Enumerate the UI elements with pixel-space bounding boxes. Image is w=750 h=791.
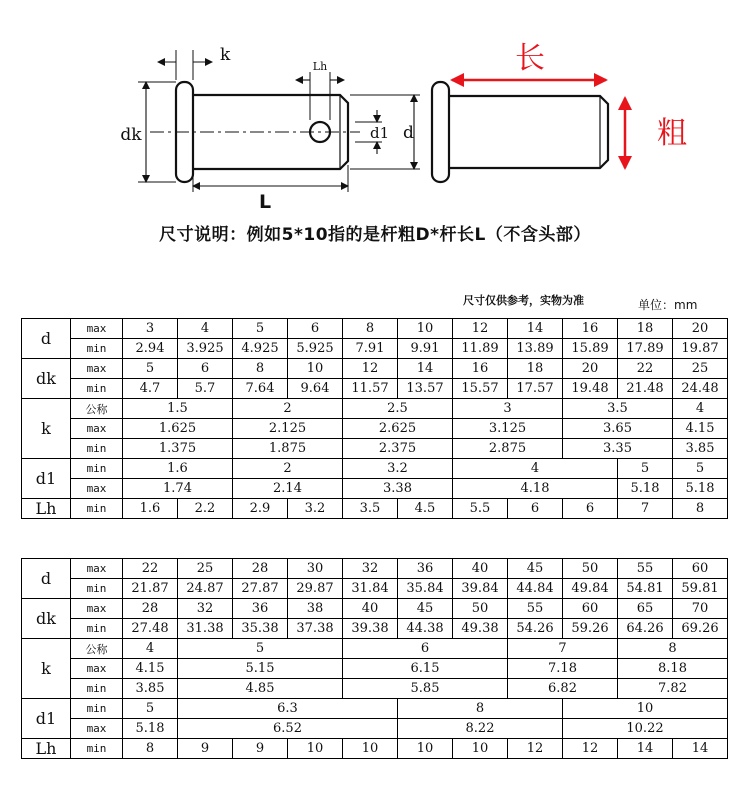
sub-max: max — [71, 359, 123, 379]
cell: 19.87 — [673, 339, 728, 359]
cell: 5.85 — [343, 679, 508, 699]
cell: 50 — [453, 599, 508, 619]
cell: 15.57 — [453, 379, 508, 399]
cell: 8 — [343, 319, 398, 339]
d1-dim-label: d1 — [370, 124, 390, 142]
cell: 2.94 — [123, 339, 178, 359]
cell: 4.5 — [398, 499, 453, 519]
sub-max: max — [71, 719, 123, 739]
cell: 2.14 — [233, 479, 343, 499]
cell: 8.18 — [618, 659, 728, 679]
L-dim-label: L — [258, 191, 272, 213]
cell: 5.18 — [673, 479, 728, 499]
table-row — [22, 339, 728, 359]
cell: 3.85 — [673, 439, 728, 459]
sub-max: max — [71, 319, 123, 339]
cell: 11.57 — [343, 379, 398, 399]
sub-nominal: 公称 — [71, 639, 123, 659]
cell: 2.2 — [178, 499, 233, 519]
sub-max: max — [71, 599, 123, 619]
cell: 35.84 — [398, 579, 453, 599]
table-row — [22, 739, 728, 759]
param-k: k — [22, 639, 71, 699]
table-row — [22, 399, 728, 419]
sub-min: min — [71, 619, 123, 639]
cell: 9.91 — [398, 339, 453, 359]
cell: 27.87 — [233, 579, 288, 599]
cell: 3.2 — [288, 499, 343, 519]
cell: 38 — [288, 599, 343, 619]
cell: 14 — [508, 319, 563, 339]
pin-technical-drawing — [0, 0, 750, 215]
cell: 13.89 — [508, 339, 563, 359]
table-row — [22, 719, 728, 739]
cell: 3.2 — [343, 459, 453, 479]
cell: 2.125 — [233, 419, 343, 439]
cell: 1.375 — [123, 439, 233, 459]
cell: 5.925 — [288, 339, 343, 359]
unit-label: 单位：mm — [638, 298, 698, 312]
table-row — [22, 659, 728, 679]
cell: 55 — [508, 599, 563, 619]
cell: 9 — [178, 739, 233, 759]
cell: 40 — [343, 599, 398, 619]
cell: 5 — [123, 359, 178, 379]
cell: 27.48 — [123, 619, 178, 639]
cell: 4 — [453, 459, 618, 479]
cell: 7 — [618, 499, 673, 519]
cell: 2 — [233, 459, 343, 479]
cell: 5.15 — [178, 659, 343, 679]
cell: 7.91 — [343, 339, 398, 359]
param-d1: d1 — [22, 699, 71, 739]
cell: 3 — [123, 319, 178, 339]
pin-side-view — [432, 82, 608, 182]
cell: 4.925 — [233, 339, 288, 359]
cell: 10.22 — [563, 719, 728, 739]
table-row — [22, 679, 728, 699]
cell: 6 — [178, 359, 233, 379]
cell: 10 — [453, 739, 508, 759]
cell: 6.82 — [508, 679, 618, 699]
table-row — [22, 559, 728, 579]
param-dk: dk — [22, 359, 71, 399]
cell: 1.625 — [123, 419, 233, 439]
sub-max: max — [71, 419, 123, 439]
cell: 14 — [673, 739, 728, 759]
cell: 32 — [343, 559, 398, 579]
sub-max: max — [71, 559, 123, 579]
cell: 59.26 — [563, 619, 618, 639]
table-row — [22, 439, 728, 459]
cell: 12 — [453, 319, 508, 339]
cell: 17.89 — [618, 339, 673, 359]
cell: 3.35 — [563, 439, 673, 459]
cell: 30 — [288, 559, 343, 579]
cell: 8 — [398, 699, 563, 719]
cell: 28 — [233, 559, 288, 579]
cell: 50 — [563, 559, 618, 579]
sub-min: min — [71, 339, 123, 359]
param-d: d — [22, 319, 71, 359]
sub-max: max — [71, 479, 123, 499]
cell: 70 — [673, 599, 728, 619]
sub-min: min — [71, 679, 123, 699]
sub-max: max — [71, 659, 123, 679]
table-row — [22, 459, 728, 479]
cell: 18 — [508, 359, 563, 379]
param-k: k — [22, 399, 71, 459]
cell: 20 — [673, 319, 728, 339]
spec-table-2 — [21, 558, 728, 759]
cell: 7.18 — [508, 659, 618, 679]
param-d: d — [22, 559, 71, 599]
cell: 45 — [398, 599, 453, 619]
cell: 9 — [233, 739, 288, 759]
sub-min: min — [71, 379, 123, 399]
cell: 2.5 — [343, 399, 453, 419]
cell: 44.38 — [398, 619, 453, 639]
cell: 65 — [618, 599, 673, 619]
cell: 10 — [398, 739, 453, 759]
cell: 2.625 — [343, 419, 453, 439]
cell: 32 — [178, 599, 233, 619]
cell: 21.87 — [123, 579, 178, 599]
cell: 10 — [288, 739, 343, 759]
table-row — [22, 359, 728, 379]
cell: 21.48 — [618, 379, 673, 399]
cell: 6 — [563, 499, 618, 519]
cell: 12 — [343, 359, 398, 379]
cell: 10 — [288, 359, 343, 379]
cell: 12 — [508, 739, 563, 759]
cell: 8 — [673, 499, 728, 519]
sub-min: min — [71, 459, 123, 479]
table-row — [22, 319, 728, 339]
cell: 4.15 — [673, 419, 728, 439]
cell: 6.15 — [343, 659, 508, 679]
cell: 40 — [453, 559, 508, 579]
cell: 14 — [618, 739, 673, 759]
cell: 60 — [673, 559, 728, 579]
table-row — [22, 639, 728, 659]
spec-table-1 — [21, 318, 728, 519]
cell: 2.875 — [453, 439, 563, 459]
cell: 4.18 — [453, 479, 618, 499]
cell: 55 — [618, 559, 673, 579]
cell: 37.38 — [288, 619, 343, 639]
cell: 3 — [453, 399, 563, 419]
table-row — [22, 619, 728, 639]
dk-dim-label: dk — [120, 125, 142, 145]
cell: 1.74 — [123, 479, 233, 499]
length-label: 长 — [515, 41, 545, 76]
cell: 20 — [563, 359, 618, 379]
cell: 8 — [233, 359, 288, 379]
cell: 29.87 — [288, 579, 343, 599]
cell: 5 — [178, 639, 343, 659]
sub-min: min — [71, 439, 123, 459]
cell: 3.5 — [343, 499, 398, 519]
cell: 69.26 — [673, 619, 728, 639]
cell: 59.81 — [673, 579, 728, 599]
cell: 5.18 — [618, 479, 673, 499]
sub-min: min — [71, 579, 123, 599]
cell: 22 — [618, 359, 673, 379]
cell: 13.57 — [398, 379, 453, 399]
cell: 6 — [343, 639, 508, 659]
cell: 4 — [123, 639, 178, 659]
k-dim-label: k — [220, 45, 231, 65]
cell: 31.38 — [178, 619, 233, 639]
cell: 54.81 — [618, 579, 673, 599]
cell: 5 — [123, 699, 178, 719]
lh-dim-label: Lh — [312, 60, 328, 73]
cell: 4.15 — [123, 659, 178, 679]
cell: 16 — [453, 359, 508, 379]
cell: 1.875 — [233, 439, 343, 459]
reference-note: 尺寸仅供参考，实物为准 — [463, 294, 584, 307]
cell: 2.9 — [233, 499, 288, 519]
thickness-label: 粗 — [657, 116, 687, 151]
table-row — [22, 599, 728, 619]
cell: 19.48 — [563, 379, 618, 399]
cell: 8 — [618, 639, 728, 659]
sub-min: min — [71, 499, 123, 519]
cell: 36 — [233, 599, 288, 619]
cell: 31.84 — [343, 579, 398, 599]
cell: 5.18 — [123, 719, 178, 739]
cell: 10 — [398, 319, 453, 339]
table-row — [22, 419, 728, 439]
cell: 1.6 — [123, 459, 233, 479]
cell: 6.3 — [178, 699, 398, 719]
cell: 39.38 — [343, 619, 398, 639]
cell: 9.64 — [288, 379, 343, 399]
cell: 49.38 — [453, 619, 508, 639]
sub-min: min — [71, 739, 123, 759]
sub-nominal: 公称 — [71, 399, 123, 419]
cell: 4 — [178, 319, 233, 339]
cell: 5.5 — [453, 499, 508, 519]
cell: 14 — [398, 359, 453, 379]
cell: 60 — [563, 599, 618, 619]
cell: 8.22 — [398, 719, 563, 739]
cell: 49.84 — [563, 579, 618, 599]
table-row — [22, 579, 728, 599]
cell: 3.5 — [563, 399, 673, 419]
cell: 25 — [178, 559, 233, 579]
cell: 16 — [563, 319, 618, 339]
cell: 8 — [123, 739, 178, 759]
cell: 10 — [343, 739, 398, 759]
cell: 24.87 — [178, 579, 233, 599]
param-d1: d1 — [22, 459, 71, 499]
table-row — [22, 479, 728, 499]
size-explanation-caption: 尺寸说明：例如5*10指的是杆粗D*杆长L（不含头部） — [159, 225, 591, 245]
param-dk: dk — [22, 599, 71, 639]
sub-min: min — [71, 699, 123, 719]
cell: 5 — [618, 459, 673, 479]
cell: 7 — [508, 639, 618, 659]
table-row — [22, 379, 728, 399]
cell: 10 — [563, 699, 728, 719]
cell: 22 — [123, 559, 178, 579]
cell: 5.7 — [178, 379, 233, 399]
cell: 4.7 — [123, 379, 178, 399]
param-lh: Lh — [22, 739, 71, 759]
cell: 12 — [563, 739, 618, 759]
table-row — [22, 699, 728, 719]
cell: 2.375 — [343, 439, 453, 459]
cell: 35.38 — [233, 619, 288, 639]
cell: 6 — [508, 499, 563, 519]
cell: 2 — [233, 399, 343, 419]
cell: 15.89 — [563, 339, 618, 359]
cell: 3.85 — [123, 679, 178, 699]
cell: 17.57 — [508, 379, 563, 399]
cell: 3.925 — [178, 339, 233, 359]
cell: 5 — [673, 459, 728, 479]
cell: 36 — [398, 559, 453, 579]
cell: 64.26 — [618, 619, 673, 639]
cell: 54.26 — [508, 619, 563, 639]
cell: 28 — [123, 599, 178, 619]
cell: 45 — [508, 559, 563, 579]
param-lh: Lh — [22, 499, 71, 519]
cell: 4.85 — [178, 679, 343, 699]
d-dim-label: d — [403, 123, 414, 143]
cell: 3.125 — [453, 419, 563, 439]
cell: 7.64 — [233, 379, 288, 399]
cell: 6.52 — [178, 719, 398, 739]
cell: 25 — [673, 359, 728, 379]
cell: 1.6 — [123, 499, 178, 519]
cell: 7.82 — [618, 679, 728, 699]
cell: 1.5 — [123, 399, 233, 419]
cell: 3.38 — [343, 479, 453, 499]
cell: 3.65 — [563, 419, 673, 439]
cell: 24.48 — [673, 379, 728, 399]
cell: 18 — [618, 319, 673, 339]
cell: 11.89 — [453, 339, 508, 359]
cell: 39.84 — [453, 579, 508, 599]
cell: 4 — [673, 399, 728, 419]
cell: 44.84 — [508, 579, 563, 599]
cell: 5 — [233, 319, 288, 339]
cell: 6 — [288, 319, 343, 339]
table-row — [22, 499, 728, 519]
